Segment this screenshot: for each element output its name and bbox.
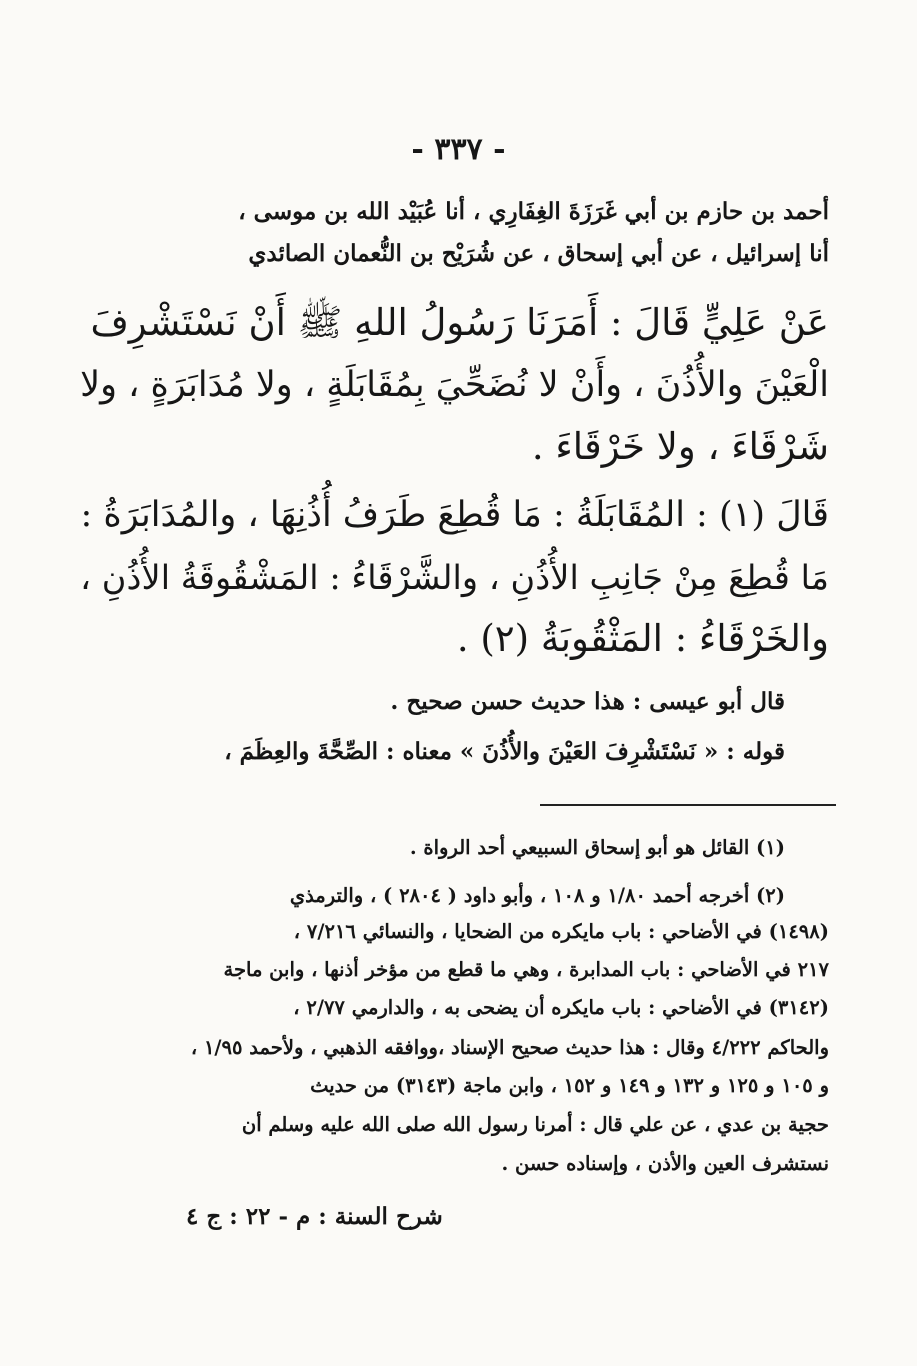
footnote-divider	[540, 804, 836, 806]
volume-signature: شرح السنة : م - ٢٢ : ج ٤	[186, 1203, 443, 1230]
isnad-line: أحمد بن حازم بن أبي غَرَزَةَ الغِفَارِي ، أنا عُبَيْد الله بن موسى ،	[238, 198, 829, 225]
footnote-line: نستشرف العين والأذن ، وإسناده حسن .	[501, 1152, 829, 1175]
footnote-line: حجية بن عدي ، عن علي قال : أمرنا رسول الله صلى الله عليه وسلم أن	[241, 1113, 829, 1136]
footnote-line: ٢١٧ في الأضاحي : باب المدابرة ، وهي ما قطع من مؤخر أذنها ، وابن ماجة	[223, 958, 829, 981]
explanation-line: قَالَ (١) : المُقَابَلَةُ : مَا قُطِعَ طَرَفُ أُذُنِهَا ، والمُدَابَرَةُ :	[80, 495, 829, 535]
explanation-line: مَا قُطِعَ مِنْ جَانِبِ الأُذُنِ ، والشَّرْقَاءُ : المَشْقُوقَةُ الأُذُنِ ،	[80, 558, 829, 597]
footnote-line: (١٤٩٨) في الأضاحي : باب مايكره من الضحايا ، والنسائي ٧/٢١٦ ،	[293, 920, 829, 943]
comment-line: قوله : « نَسْتَشْرِفَ العَيْنَ والأُذُنَ » معناه : الصِّحَّةَ والعِظَمَ ،	[224, 738, 785, 765]
footnote-line: (٢) أخرجه أحمد ١/٨٠ و ١٠٨ ، وأبو داود ( ٢٨٠٤ ) ، والترمذي	[289, 884, 785, 907]
page-number: - ٣٣٧ -	[411, 132, 506, 167]
isnad-line: أنا إسرائيل ، عن أبي إسحاق ، عن شُرَيْح بن النُّعمان الصائدي	[248, 240, 829, 267]
hadith-line: الْعَيْنَ والأُذُنَ ، وأَنْ لا نُضَحِّيَ بِمُقَابَلَةٍ ، ولا مُدَابَرَةٍ ، ولا	[80, 365, 829, 405]
footnote-line: و ١٠٥ و ١٢٥ و ١٣٢ و ١٤٩ و ١٥٢ ، وابن ماجة (٣١٤٣) من حديث	[310, 1074, 829, 1097]
footnote-line: والحاكم ٤/٢٢٢ وقال : هذا حديث صحيح الإسناد ،ووافقه الذهبي ، ولأحمد ١/٩٥ ،	[190, 1036, 829, 1059]
explanation-line: والخَرْقَاءُ : المَثْقُوبَةُ (٢) .	[456, 617, 829, 660]
comment-line: قال أبو عيسى : هذا حديث حسن صحيح .	[390, 688, 785, 715]
hadith-line: عَنْ عَلِيٍّ قَالَ : أَمَرَنَا رَسُولُ اللهِ ﷺ أَنْ نَسْتَشْرِفَ	[90, 301, 829, 344]
footnote-line: (٣١٤٢) في الأضاحي : باب مايكره أن يضحى به ، والدارمي ٢/٧٧ ،	[293, 996, 829, 1019]
footnote-line: (١) القائل هو أبو إسحاق السبيعي أحد الرواة .	[409, 836, 785, 859]
hadith-line: شَرْقَاءَ ، ولا خَرْقَاءَ .	[531, 425, 829, 468]
